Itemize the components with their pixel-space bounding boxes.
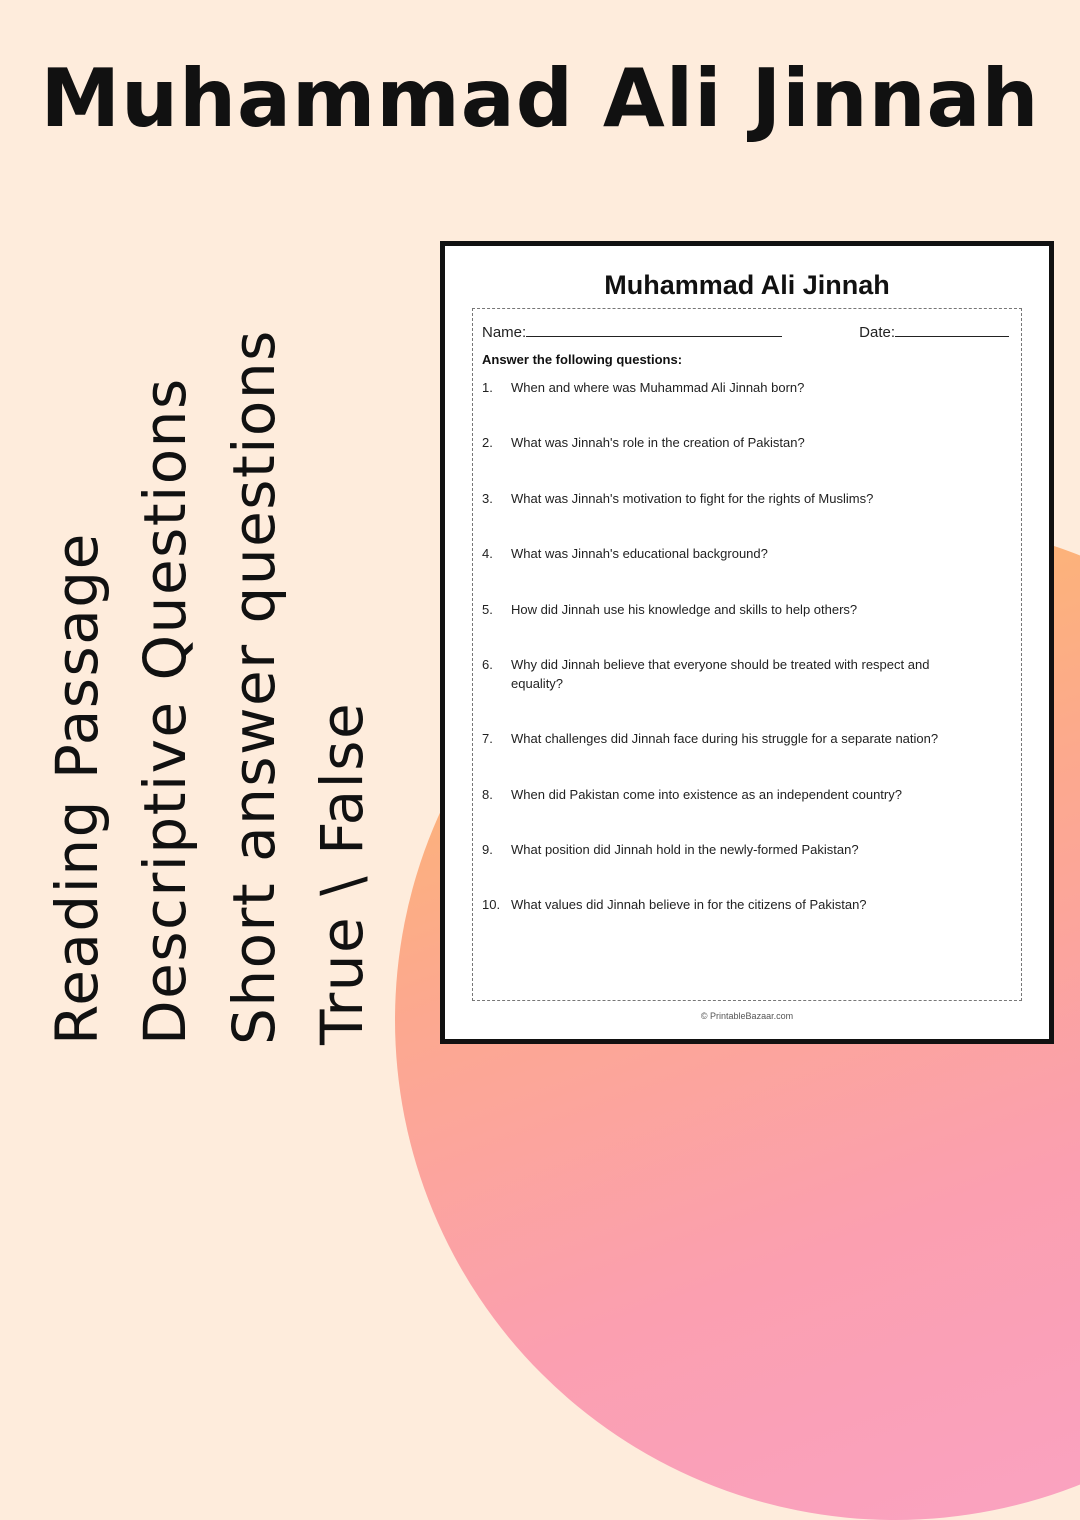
question-number: 3. [482,491,493,506]
question-number: 1. [482,380,493,395]
instructions: Answer the following questions: [482,352,683,367]
question-number: 4. [482,546,493,561]
question-number: 7. [482,731,493,746]
date-blank-line [895,321,1009,337]
question-item [482,433,981,452]
worksheet-preview [440,241,1054,1044]
question-number: 5. [482,602,493,617]
question-text: How did Jinnah use his knowledge and skills to help others? [511,602,858,617]
question-number: 2. [482,435,493,450]
question-text: What was Jinnah's motivation to fight for the rights of Muslims? [511,491,874,506]
page-title: Muhammad Ali Jinnah [40,52,1040,145]
date-label: Date: [859,324,895,341]
question-text: What values did Jinnah believe in for the citizens of Pakistan? [511,897,867,912]
question-item [482,489,981,508]
name-field [482,321,782,341]
question-text: When did Pakistan come into existence as an independent country? [511,787,902,802]
question-item [482,895,981,914]
question-item [482,785,981,804]
question-item [482,729,981,748]
feature-reading-passage: Reading Passage [43,532,111,1045]
feature-descriptive-questions: Descriptive Questions [131,377,199,1045]
question-text: When and where was Muhammad Ali Jinnah born? [511,380,805,395]
question-item [482,544,981,563]
name-blank-line [526,321,782,337]
question-item [482,378,981,397]
question-item [482,655,981,693]
feature-short-answer-questions: Short answer questions [220,329,288,1045]
question-item [482,840,981,859]
feature-true-false: True \ False [308,701,376,1045]
question-number: 10. [482,897,501,912]
question-number: 8. [482,787,493,802]
name-label: Name: [482,324,527,341]
copyright-notice: © PrintableBazaar.com [700,1011,794,1021]
question-text: What was Jinnah's educational background? [511,546,768,561]
question-text: What was Jinnah's role in the creation of Pakistan? [511,435,805,450]
question-number: 6. [482,657,493,672]
date-field [859,321,1009,341]
question-text: What position did Jinnah hold in the newly-formed Pakistan? [511,842,859,857]
question-text: What challenges did Jinnah face during his struggle for a separate nation? [511,731,939,746]
question-item [482,600,981,619]
worksheet-title: Muhammad Ali Jinnah [604,270,890,300]
worksheet-content-box [472,308,1022,1001]
question-number: 9. [482,842,493,857]
question-text: Why did Jinnah believe that everyone should be treated with respect and equality? [511,657,930,691]
